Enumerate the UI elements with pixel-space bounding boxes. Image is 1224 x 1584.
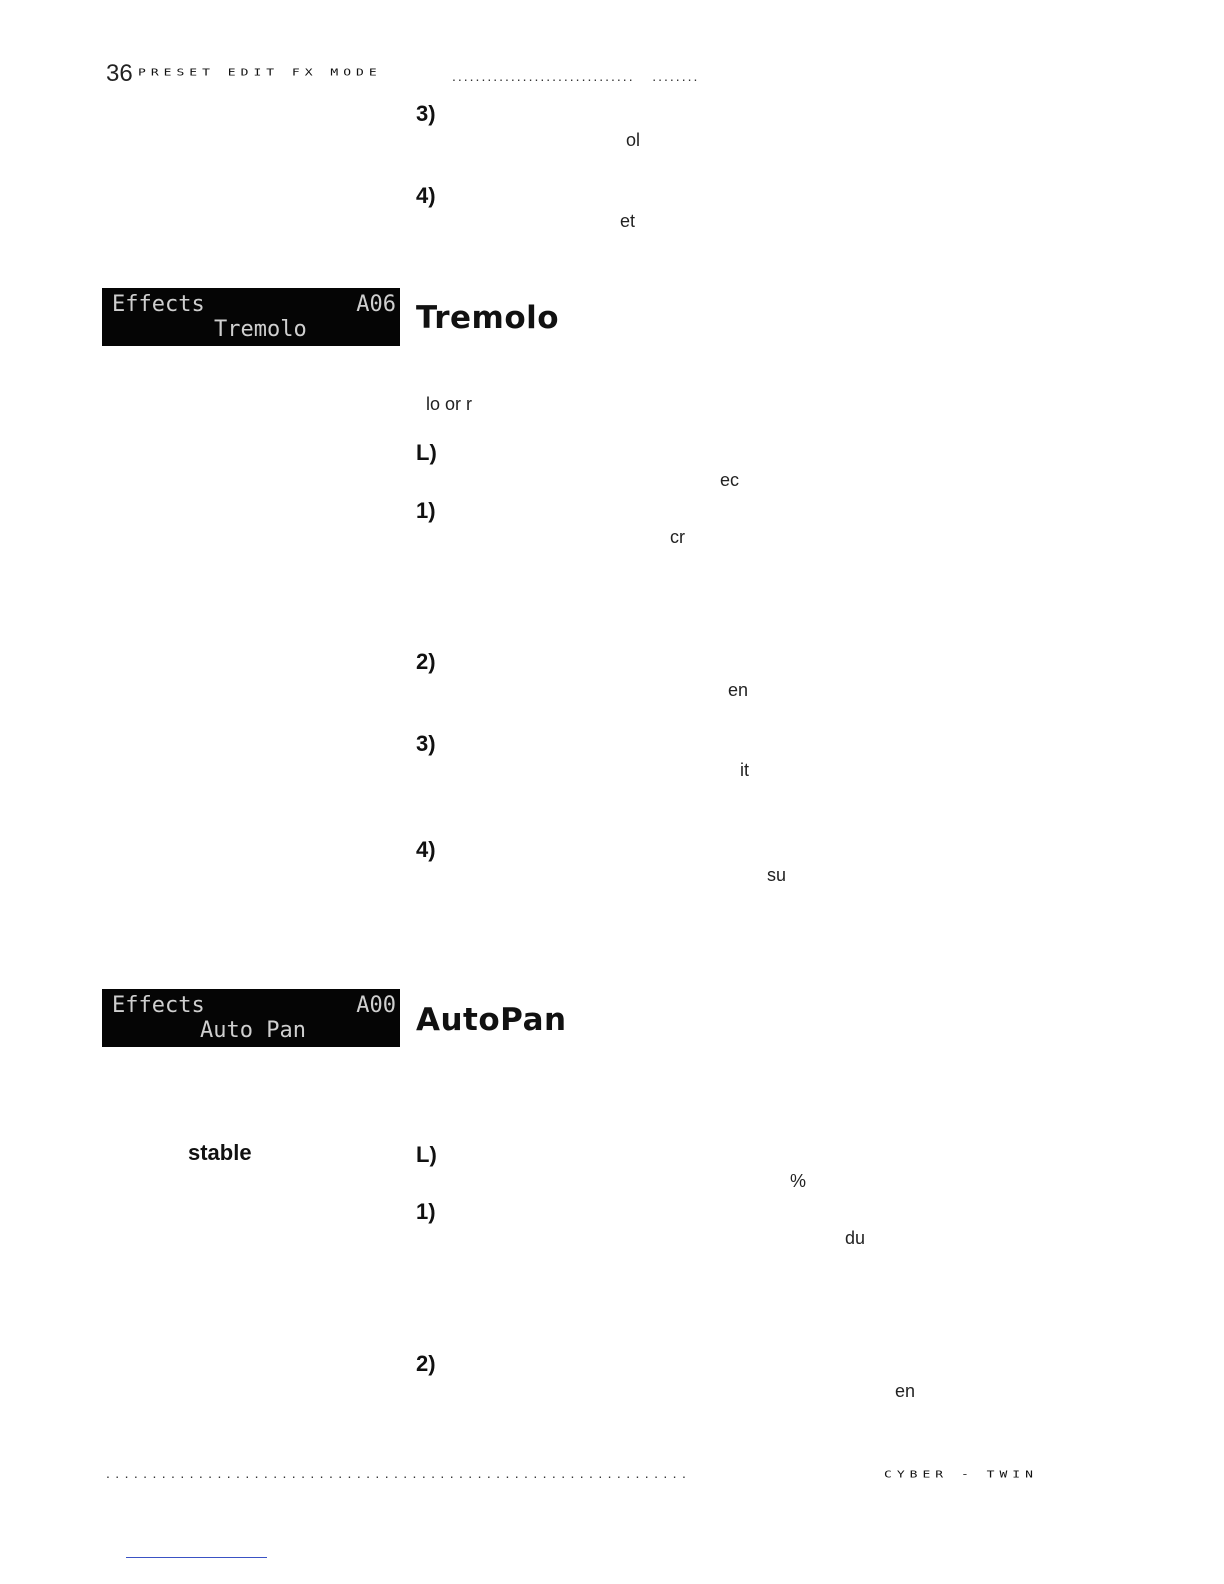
lcd-display-autopan: [102, 989, 400, 1047]
header-title: PRESET EDIT FX MODE: [138, 67, 382, 79]
step-label: L): [416, 1142, 437, 1167]
section-title-tremolo: Tremolo: [416, 300, 560, 336]
header-dot-leader: ............................... ........: [452, 68, 700, 84]
step-label: 3): [416, 101, 436, 126]
lcd-display-tremolo: [102, 288, 400, 346]
lcd-line-2: Tremolo: [214, 317, 307, 342]
page-number: 36: [106, 60, 133, 87]
step-label: 3): [416, 731, 436, 756]
step-text-fragment: et: [620, 211, 636, 231]
step-text-fragment: su: [767, 865, 787, 885]
section-title-autopan: AutoPan: [416, 1002, 567, 1038]
step-text-fragment: %: [790, 1171, 807, 1191]
step-text-fragment: en: [728, 680, 749, 700]
step-label: 1): [416, 1199, 436, 1224]
step-label: 2): [416, 1351, 436, 1376]
step-label: 2): [416, 649, 436, 674]
step-text-fragment: du: [845, 1228, 866, 1248]
step-text-fragment: en: [895, 1381, 916, 1401]
lcd-line-1: Effects: [112, 292, 205, 317]
step-text-fragment: ol: [626, 130, 641, 150]
lcd-preset-code: A00: [356, 993, 396, 1018]
lcd-line-2: Auto Pan: [200, 1018, 306, 1043]
step-label: 4): [416, 837, 436, 862]
step-label: 1): [416, 498, 436, 523]
intro-text-fragment: lo or r: [426, 394, 473, 414]
footer-link-underline[interactable]: [126, 1557, 267, 1558]
lcd-preset-code: A06: [356, 292, 396, 317]
step-text-fragment: it: [740, 760, 749, 780]
step-text-fragment: ec: [720, 470, 740, 490]
footer-dot-leader: ...............................................................: [106, 1465, 692, 1481]
step-label: 4): [416, 183, 436, 208]
footer-brand: CYBER - TWIN: [884, 1469, 1038, 1481]
step-label: L): [416, 440, 437, 465]
step-text-fragment: cr: [670, 527, 685, 547]
lcd-line-1: Effects: [112, 993, 205, 1018]
sidebar-note: stable: [188, 1140, 252, 1165]
